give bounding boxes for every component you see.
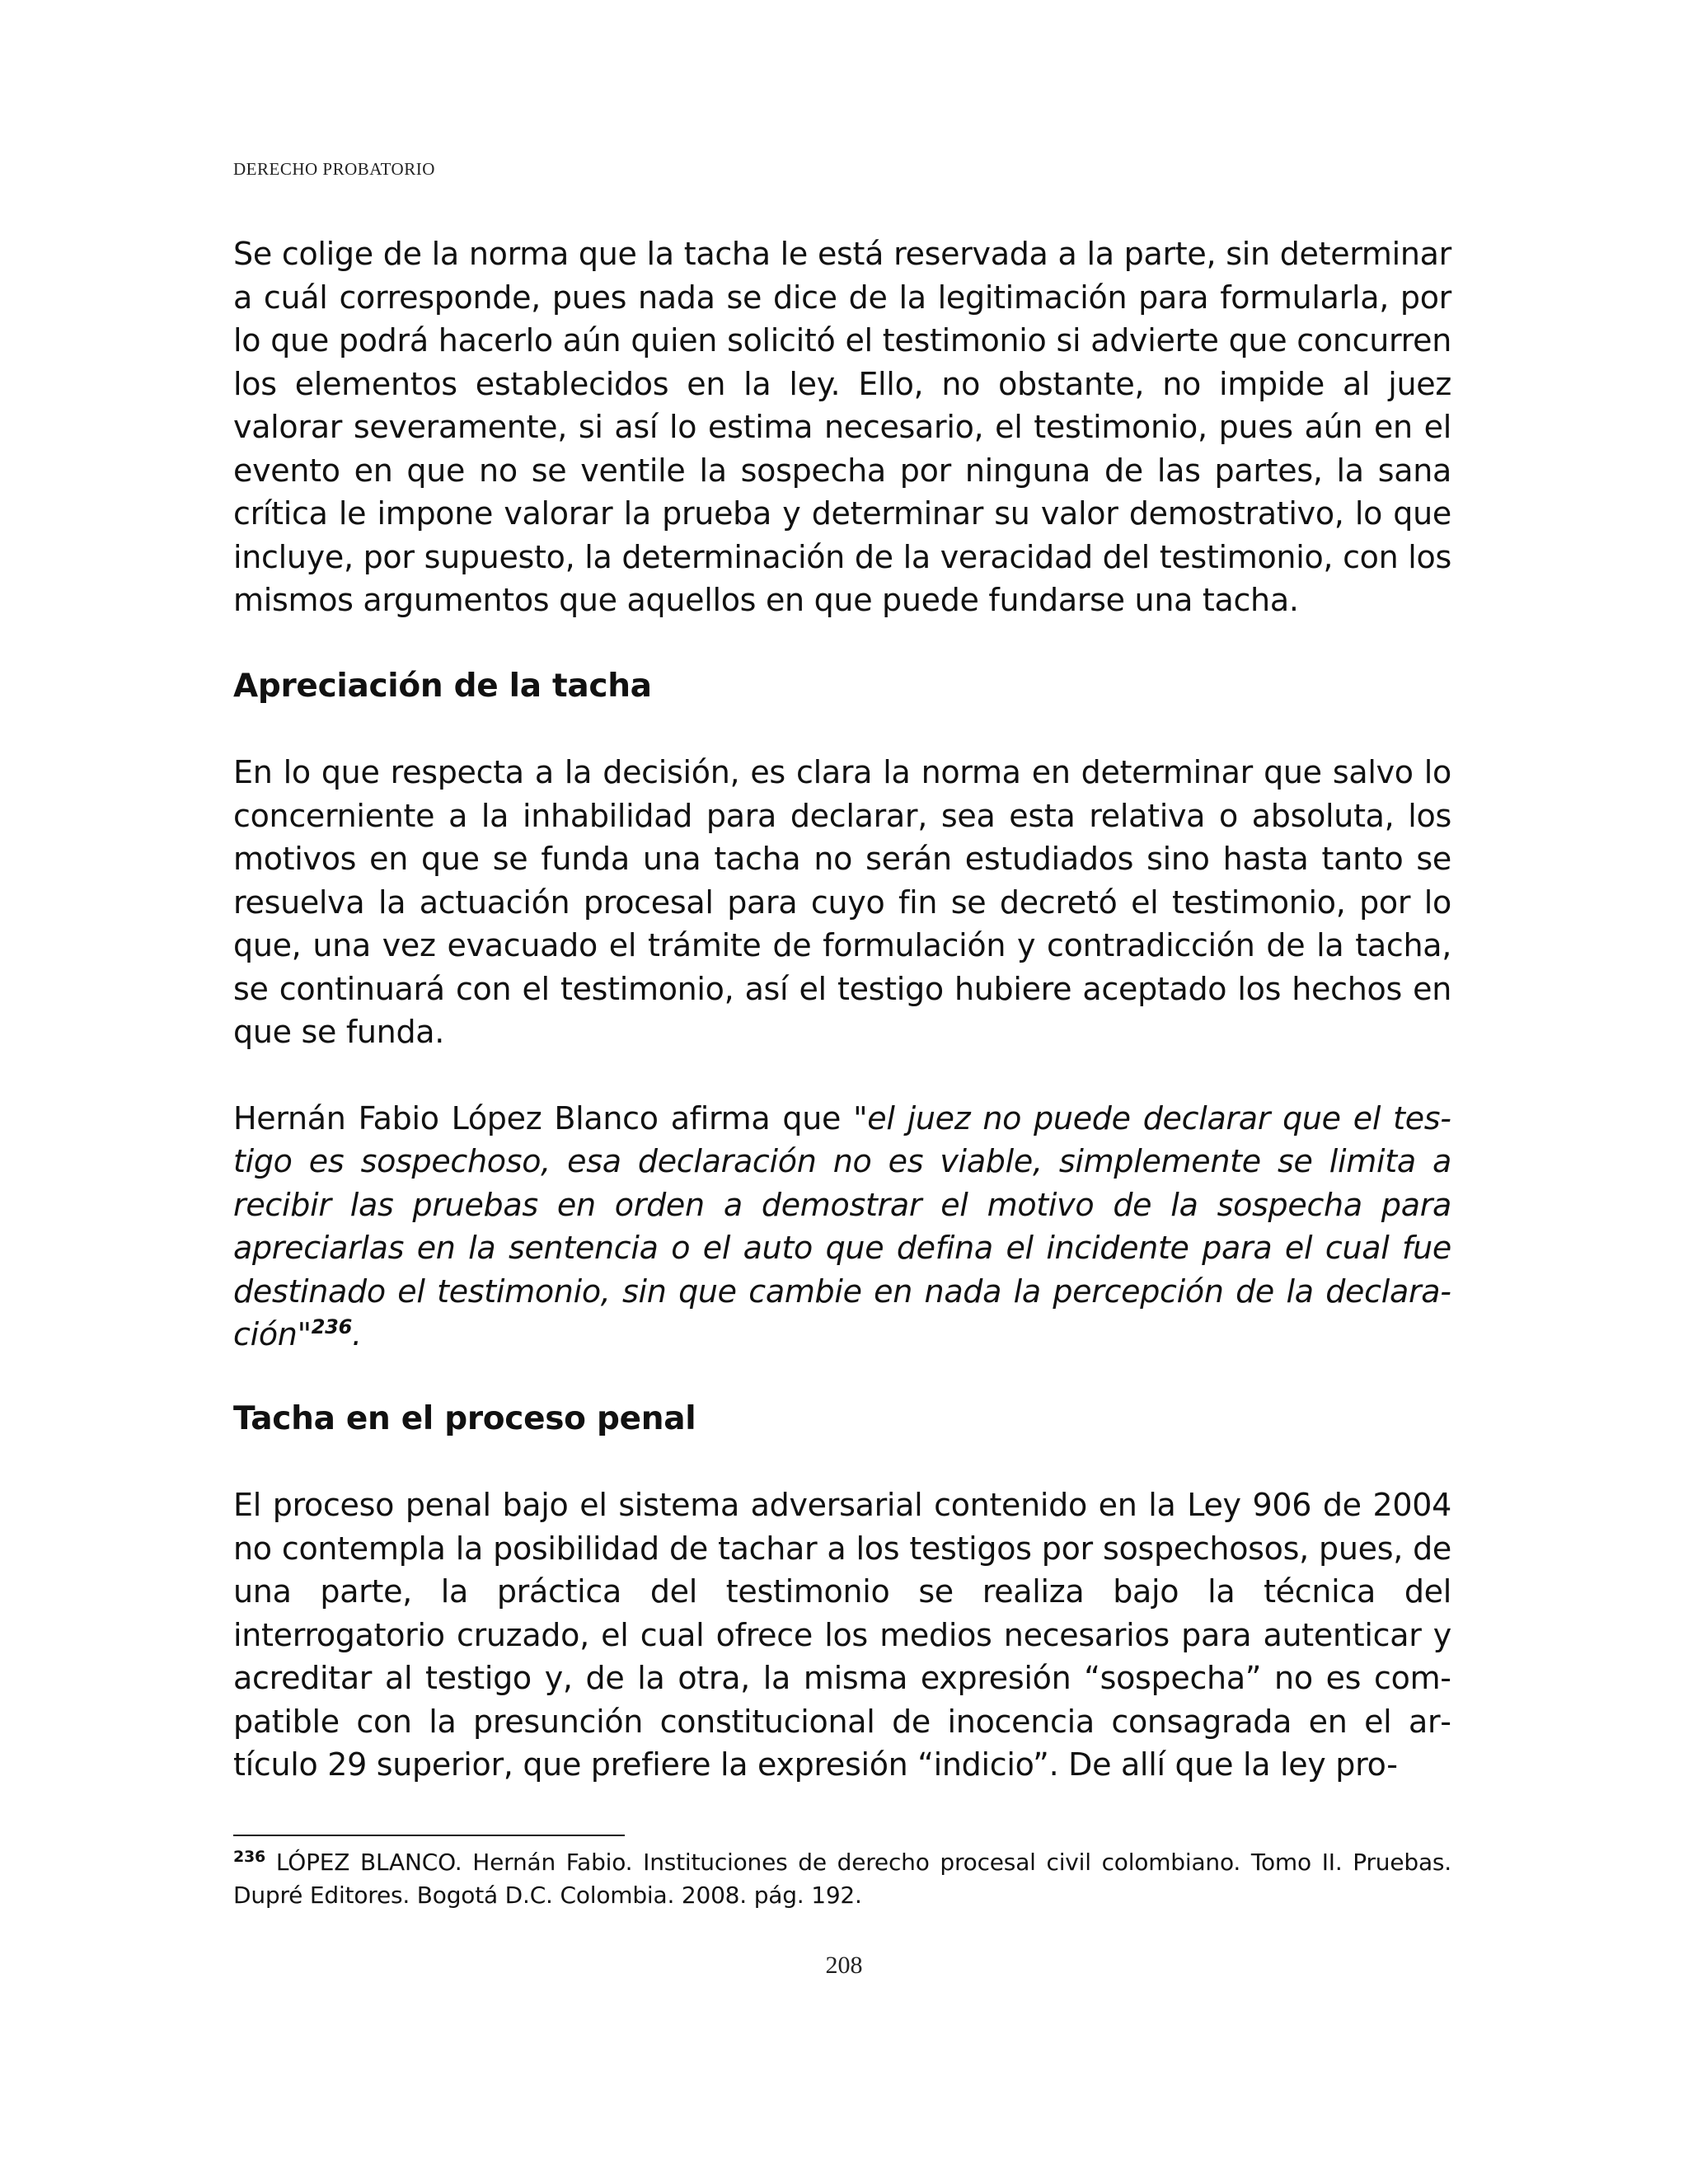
footnote-number: 236 (233, 1848, 266, 1866)
footnote-divider (233, 1835, 625, 1836)
heading-proceso-penal: Tacha en el proceso penal (233, 1399, 696, 1437)
footnote-text: LÓPEZ BLANCO. Hernán Fabio. Instituciones de derecho procesal civil colombiano. Tomo II. Pruebas. Dupré Editores. Bogotá D.C. Colombia. 2008. pág. 192. (233, 1849, 1451, 1909)
page-number: 208 (825, 1952, 863, 1979)
footnote-reference: 236 (311, 1315, 352, 1338)
paragraph-legitimacion: Se colige de la norma que la tacha le está reservada a la parte, sin determinar a cuál corresponde, pues nada se dice de la legitimación para formularla, por lo que podrá hacerlo aún quien solicitó el testimonio si advierte que concurren los elementos establecidos en la ley. Ello, no obstante, no impide al juez valorar severamente, si así lo estima necesario, el testimonio, pues aún en el evento en que no se ventile la sospecha por ninguna de las partes, la sana crítica le impone valorar la prueba y determinar su valor demostrativo, lo que incluye, por supuesto, la determinación de la veracidad del testimonio, con los mismos argumentos que aquellos en que puede fundarse una tacha. (233, 236, 1451, 618)
quote-text: "el juez no puede declarar que el testigo es sospechoso, esa declaración no es viable, simplemente se limita a recibir las pruebas en orden a demostrar el motivo de la sospecha para apreciarlas en la sentencia o el auto que defina el incidente para el cual fue destinado el testimonio, sin que cambie en nada la percepción de la declaración" (233, 1099, 1451, 1352)
paragraph-decision: En lo que respecta a la decisión, es clara la norma en determinar que salvo lo concerniente a la inhabilidad para declarar, sea esta relativa o absoluta, los motivos en que se funda una tacha no serán estudiados sino hasta tanto se resuelva la actuación procesal para cuyo fin se decretó el testimonio, por lo que, una vez evacuado el trámite de formulación y contradicción de la tacha, se continuará con el testimonio, así el testigo hubiere aceptado los hechos en que se funda. (233, 754, 1451, 1050)
quote-intro: Hernán Fabio López Blanco afirma que (233, 1099, 854, 1137)
heading-apreciacion: Apreciación de la tacha (233, 667, 652, 705)
quote-end: . (351, 1316, 362, 1352)
running-header: DERECHO PROBATORIO (233, 159, 435, 179)
page-body (233, 232, 1451, 1787)
footnote (233, 1846, 1451, 1912)
paragraph-lopez-blanco (233, 1097, 1451, 1357)
paragraph-proceso-penal: El proceso penal bajo el sistema adversarial contenido en la Ley 906 de 2004 no contempla la posibilidad de tachar a los testigos por sospechosos, pues, de una parte, la práctica del testimonio se realiza bajo la técnica del interrogatorio cruzado, el cual ofrece los medios necesarios para autenticar y acreditar al testigo y, de la otra, la misma expresión “sospecha” no es compatible con la presunción constitucional de inocencia consagrada en el artículo 29 superior, que prefiere la expresión “indicio”. De allí que la ley pro- (233, 1487, 1451, 1783)
